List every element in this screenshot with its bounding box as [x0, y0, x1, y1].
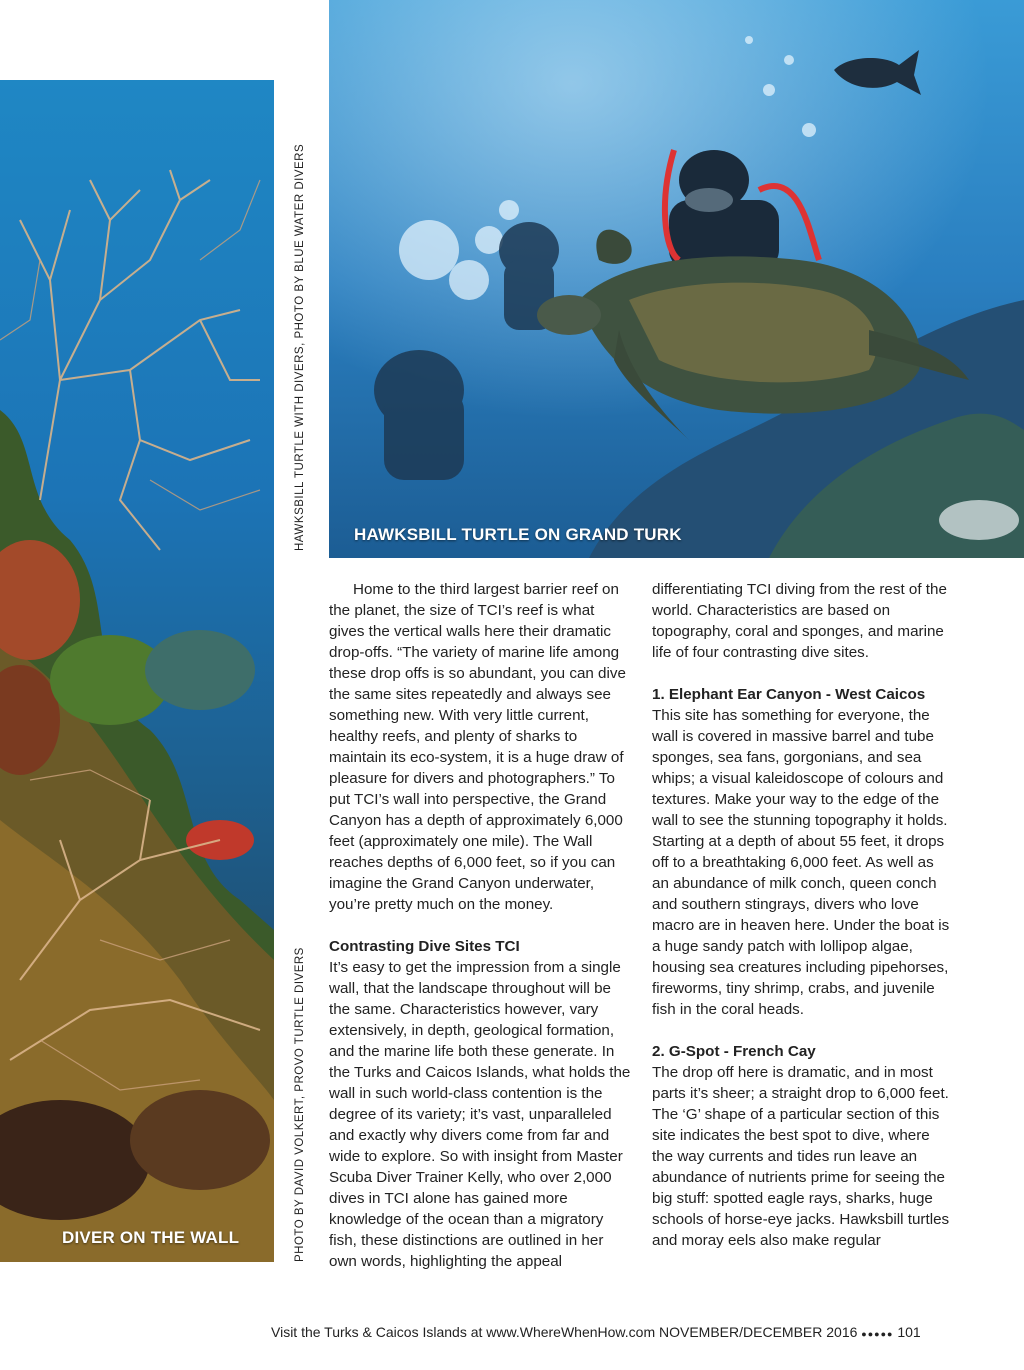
- section-paragraph-continued: differentiating TCI diving from the rest of the world. Characteristics are based on topography, coral and sponges, and marine life of four contrasting dive sites.: [652, 581, 947, 661]
- section-paragraph: It’s easy to get the impression from a single wall, that the landscape throughout will be the same. Characteristics however, vary extensively, in depth, geological formation, and the marine life both these generate. In the Turks and Caicos Islands, what holds the wall in such world-class contention is the degree of its variety; it’s vast, unparalleled and exactly why divers come from far and wide to explore. So with insight from Master Scuba Diver Trainer Kelly, who over 2,000 dives in TCI alone has gained more knowledge of the ocean than a migratory fish, these distinctions are outlined in her own words, highlighting the appeal: [329, 959, 631, 1270]
- section-heading: Contrasting Dive Sites TCI: [329, 938, 520, 955]
- page-number: 101: [897, 1324, 921, 1340]
- reef-wall-photo: [0, 80, 274, 1262]
- footer-dots: ●●●●●: [861, 1329, 894, 1339]
- site1-paragraph: This site has something for everyone, the wall is covered in massive barrel and tube sponges, sea fans, gorgonians, and sea whips; a visual kaleidoscope of colours and textures. Make your way to the edge of the wall to see the stunning topography it holds. Starting at a depth of about 55 feet, it drops off to a breathtaking 6,000 feet. As well as an abundance of milk conch, queen conch and southern stingrays, divers who love macro are in heaven here. Under the boat is a huge sandy patch with lollipop algae, housing sea creatures including pipehorses, fireworms, tiny shrimp, crabs, and juvenile fish in the coral heads.: [652, 707, 950, 1018]
- site2-heading: 2. G-Spot - French Cay: [652, 1043, 816, 1060]
- site1-heading: 1. Elephant Ear Canyon - West Caicos: [652, 686, 926, 703]
- left-photo-caption: DIVER ON THE WALL: [62, 1228, 240, 1247]
- article-column-1: [329, 579, 631, 1272]
- article-column-2: [652, 579, 954, 1251]
- turtle-photo: [329, 0, 1024, 558]
- left-photo-credit: PHOTO BY DAVID VOLKERT, PROVO TURTLE DIVERS: [294, 947, 306, 1262]
- intro-paragraph: Home to the third largest barrier reef on the planet, the size of TCI’s reef is what gives the vertical walls here their dramatic drop-offs. “The variety of marine life among these drop offs is so abundant, you can dive the same sites repeatedly and always see something new. With very little current, healthy reefs, and plenty of sharks to maintain its eco-system, it is a huge draw of pleasure for divers and photographers.” To put TCI’s wall into perspective, the Grand Canyon has a depth of approximately 6,000 feet (approximately one mile). The Wall reaches depths of 6,000 feet, so if you can imagine the Grand Canyon underwater, you’re pretty much on the money.: [329, 581, 626, 913]
- footer-text: Visit the Turks & Caicos Islands at www.WhereWhenHow.com NOVEMBER/DECEMBER 2016: [271, 1324, 858, 1340]
- top-photo-credit: HAWKSBILL TURTLE WITH DIVERS, PHOTO BY BLUE WATER DIVERS: [294, 143, 306, 551]
- site2-paragraph: The drop off here is dramatic, and in most parts it’s sheer; a straight drop to 6,000 feet. The ‘G’ shape of a particular section of this site indicates the best spot to dive, where the way currents and tides run leave an abundance of nutrients prime for seeing the big stuff: spotted eagle rays, sharks, huge schools of horse-eye jacks. Hawksbill turtles and moray eels also make regular: [652, 1064, 950, 1249]
- page-footer: [271, 1324, 921, 1340]
- top-photo-caption: HAWKSBILL TURTLE ON GRAND TURK: [354, 525, 682, 544]
